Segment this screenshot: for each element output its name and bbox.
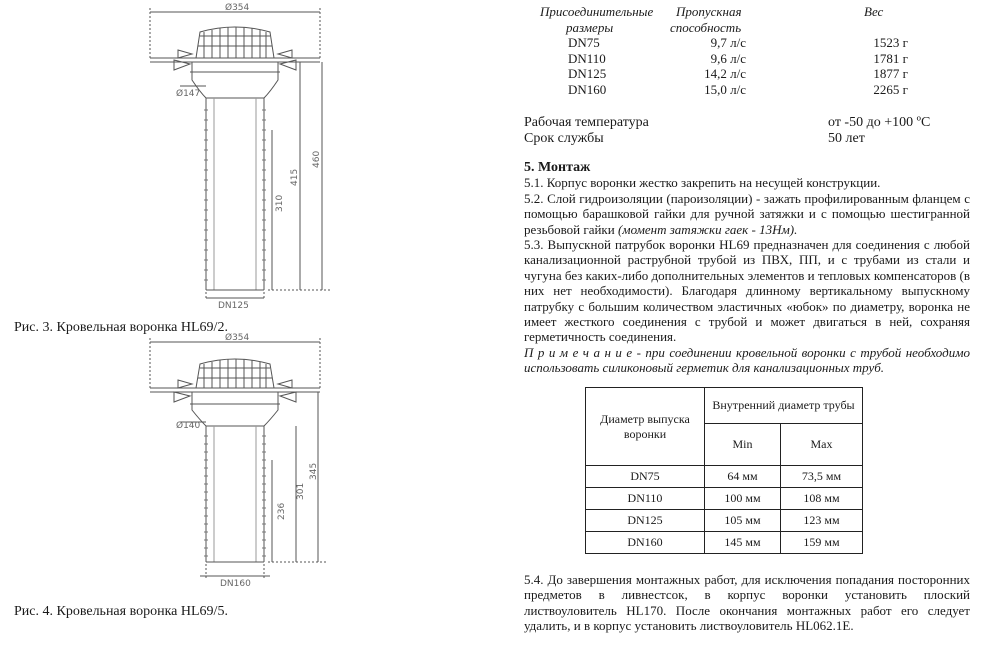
section-5 xyxy=(524,160,970,376)
life-value: 50 лет xyxy=(828,130,865,146)
cell-dn: DN75 xyxy=(586,466,705,488)
cell-dn: DN160 xyxy=(586,532,705,554)
spec-size: DN110 xyxy=(568,50,606,66)
spec-capacity: 9,7 л/с xyxy=(710,35,746,50)
cell-max: 123 мм xyxy=(780,510,862,532)
cell-dn: DN110 xyxy=(586,488,705,510)
spec-capacity: 9,6 л/с xyxy=(710,50,746,66)
dim-outlet: DN160 xyxy=(220,579,251,589)
spec-size: DN160 xyxy=(568,81,607,97)
header-connection-2: размеры xyxy=(566,19,614,35)
header-capacity-2: способность xyxy=(670,19,742,35)
cell-dn: DN125 xyxy=(586,510,705,532)
pipe-diameter-table xyxy=(585,387,863,554)
dim-body-diameter: Ø140 xyxy=(176,421,201,431)
figure-3-caption: Рис. 3. Кровельная воронка HL69/2. xyxy=(14,320,228,335)
spec-capacity: 15,0 л/с xyxy=(704,81,746,97)
specs-row xyxy=(524,66,974,82)
spec-capacity: 14,2 л/с xyxy=(704,66,746,81)
dim-top-width: Ø354 xyxy=(225,333,250,343)
cell-max: 108 мм xyxy=(780,488,862,510)
table-row xyxy=(586,510,863,532)
header-connection: Присоединительные xyxy=(540,4,654,19)
figure-4-caption: Рис. 4. Кровельная воронка HL69/5. xyxy=(14,604,228,619)
spec-size: DN75 xyxy=(568,35,600,50)
temp-row xyxy=(524,115,974,131)
spec-weight: 1523 г xyxy=(873,35,908,50)
specs-block xyxy=(524,4,974,146)
table-row xyxy=(586,532,863,554)
para-5-1: 5.1. Корпус воронки жестко закрепить на несущей конструкции. xyxy=(524,175,881,191)
roof-funnel-drawing-hl69-5 xyxy=(0,330,340,650)
header-capacity: Пропускная xyxy=(676,4,742,19)
section-5-title: 5. Монтаж xyxy=(524,160,591,175)
dim-body-diameter: Ø147 xyxy=(176,89,201,99)
cell-max: 73,5 мм xyxy=(780,466,862,488)
cell-min: 145 мм xyxy=(705,532,781,554)
spec-size: DN125 xyxy=(568,66,607,81)
dim-outlet: DN125 xyxy=(218,301,249,311)
specs-row xyxy=(524,82,974,98)
specs-row xyxy=(524,51,974,67)
dim-top-width: Ø354 xyxy=(225,3,250,13)
note xyxy=(524,345,970,376)
col-outlet-diameter: Диаметр выпуска воронки xyxy=(586,388,705,466)
para-5-3: 5.3. Выпускной патрубок воронки HL69 предназначен для соединения с любой канализационной раструбной трубой из ПВХ, ПП, и с трубами из стали и чугуна без каких-либо дополнительных элементов и тепловых компенсаторов (в них нет необходимости). Благодаря длинному вертикальному выпускному патрубку с большим количеством эластичных «юбок» по диаметру, воронка не имеет жесткого соединения с трубой и может двигаться в ней, сохраняя герметичность соединения. xyxy=(524,237,970,345)
temp-value: от -50 до +100 ºС xyxy=(828,115,931,130)
cell-max: 159 мм xyxy=(780,532,862,554)
note-label: П р и м е ч а н и е xyxy=(524,344,633,360)
dim-pipe-length: 236 xyxy=(277,502,287,520)
para-5-2-text: 5.2. Слой гидроизоляции (пароизоляции) - зажать профилированным фланцем с помощью барашковой гайки для ручной затяжки и с помощью шестигранной резьбовой гайки xyxy=(524,190,970,237)
note-text: - при соединении кровельной воронки с трубой необходимо использовать силиконовый герметик для канализационных труб. xyxy=(524,344,971,376)
table-row xyxy=(586,466,863,488)
table-row xyxy=(586,488,863,510)
dim-mid-length: 415 xyxy=(290,168,300,186)
spec-weight: 1781 г xyxy=(873,50,908,66)
para-5-4-block xyxy=(524,572,970,634)
col-min: Min xyxy=(705,424,781,466)
specs-row xyxy=(524,35,974,51)
para-5-2 xyxy=(524,191,970,237)
spec-weight: 1877 г xyxy=(873,66,908,81)
temp-label: Рабочая температура xyxy=(524,115,649,130)
col-inner-diameter: Внутренний диаметр трубы xyxy=(705,388,863,424)
dim-total-length: 460 xyxy=(312,150,322,168)
para-5-2-italic: (момент затяжки гаек - 13Нм). xyxy=(617,221,798,237)
col-max: Max xyxy=(780,424,862,466)
dim-total-length: 345 xyxy=(309,462,319,480)
roof-funnel-drawing-hl69-2 xyxy=(0,0,340,320)
life-row xyxy=(524,131,974,147)
dim-mid-length: 301 xyxy=(296,482,306,500)
cell-min: 105 мм xyxy=(705,510,781,532)
cell-min: 64 мм xyxy=(705,466,781,488)
specs-header-row-1 xyxy=(524,4,974,20)
specs-header-row-2 xyxy=(524,20,974,36)
para-5-4: 5.4. До завершения монтажных работ, для исключения попадания посторонних предметов в ливнестсок, в корпус воронки установить плоский листвоуловитель HL170. После окончания монтажных работ его следует удалить, и в корпус установить листвоуловитель HL062.1Е. xyxy=(524,572,970,634)
header-weight: Вес xyxy=(864,4,884,19)
cell-min: 100 мм xyxy=(705,488,781,510)
life-label: Срок службы xyxy=(524,130,604,146)
dim-pipe-length: 310 xyxy=(275,194,285,212)
spec-weight: 2265 г xyxy=(873,81,908,97)
